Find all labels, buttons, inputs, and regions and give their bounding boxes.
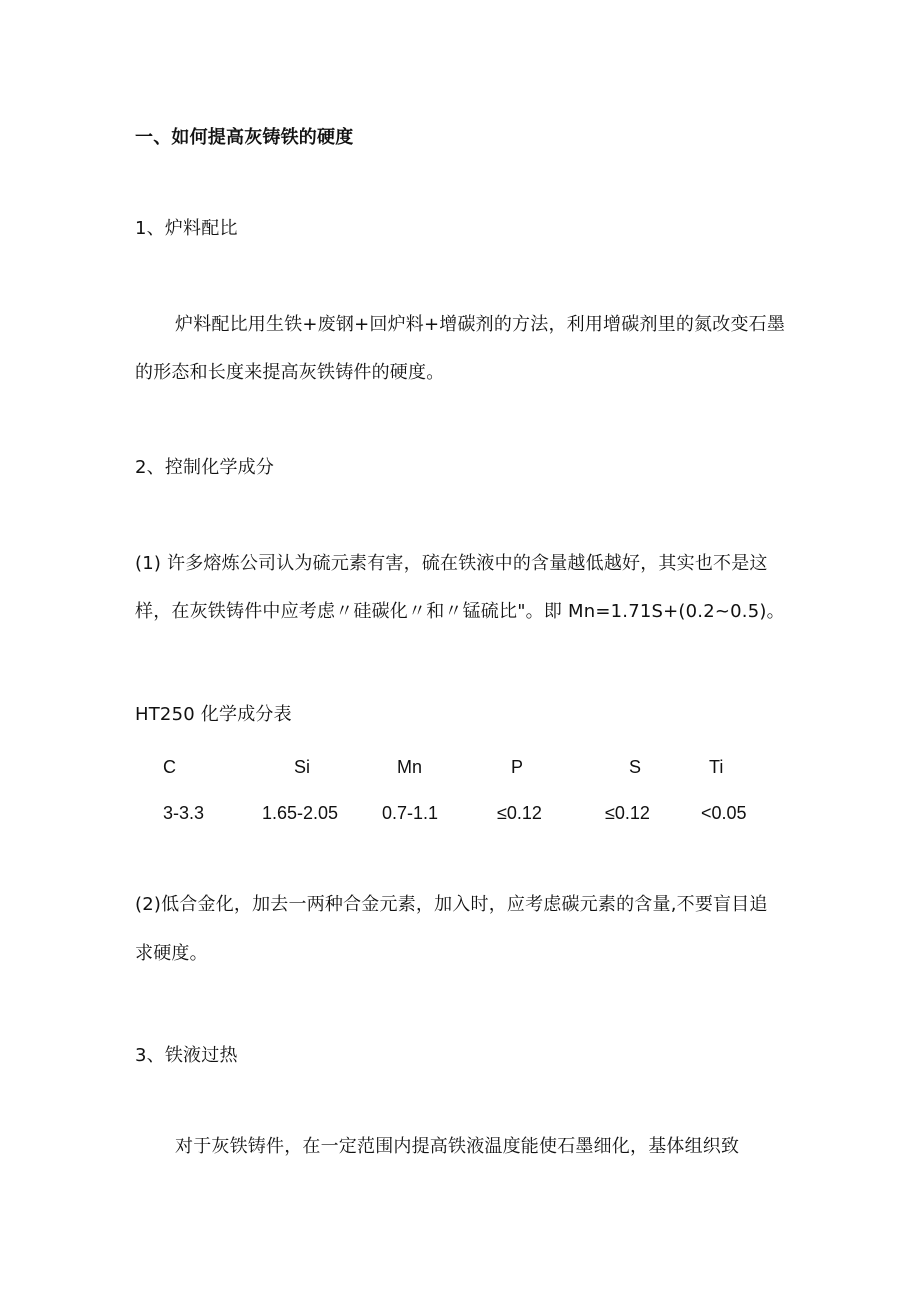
table-cell: ≤0.12 (605, 803, 650, 823)
section-2-item-1-line-2: 样，在灰铁铸件中应考虑〃硅碳化〃和〃锰硫比"。即 Mn=1.71S+(0.2~0.5)。 (135, 601, 785, 622)
table-header-cell: C (163, 757, 176, 777)
table-header-cell: Si (294, 757, 311, 777)
table-header-cell: S (629, 757, 642, 777)
section-2-item-1-line-1: (1) 许多熔炼公司认为硫元素有害，硫在铁液中的含量越低越好，其实也不是这 (135, 553, 768, 574)
table-header-cell: P (511, 757, 524, 777)
table-cell: 1.65-2.05 (262, 803, 339, 823)
section-1-heading: 1、炉料配比 (135, 218, 238, 239)
section-3-heading: 3、铁液过热 (135, 1045, 238, 1066)
document-title: 一、如何提高灰铸铁的硬度 (135, 127, 354, 148)
section-2-item-2-line-1: (2)低合金化，加去一两种合金元素，加入时，应考虑碳元素的含量,不要盲目追 (135, 894, 768, 915)
table-cell: <0.05 (701, 803, 747, 823)
table-cell: ≤0.12 (497, 803, 542, 823)
section-1-paragraph-line-2: 的形态和长度来提高灰铁铸件的硬度。 (135, 362, 445, 383)
section-2-item-2-line-2: 求硬度。 (135, 943, 208, 964)
section-1-paragraph-line-1: 炉料配比用生铁+废钢+回炉料+增碳剂的方法，利用增碳剂里的氮改变石墨 (175, 314, 786, 335)
section-2-heading: 2、控制化学成分 (135, 457, 275, 478)
table-header-cell: Ti (709, 757, 724, 777)
table-cell: 3-3.3 (163, 803, 205, 823)
section-3-paragraph-line-1: 对于灰铁铸件，在一定范围内提高铁液温度能使石墨细化，基体组织致 (175, 1136, 740, 1157)
table-title: HT250 化学成分表 (135, 704, 292, 725)
table-cell: 0.7-1.1 (382, 803, 439, 823)
table-header-cell: Mn (397, 757, 423, 777)
